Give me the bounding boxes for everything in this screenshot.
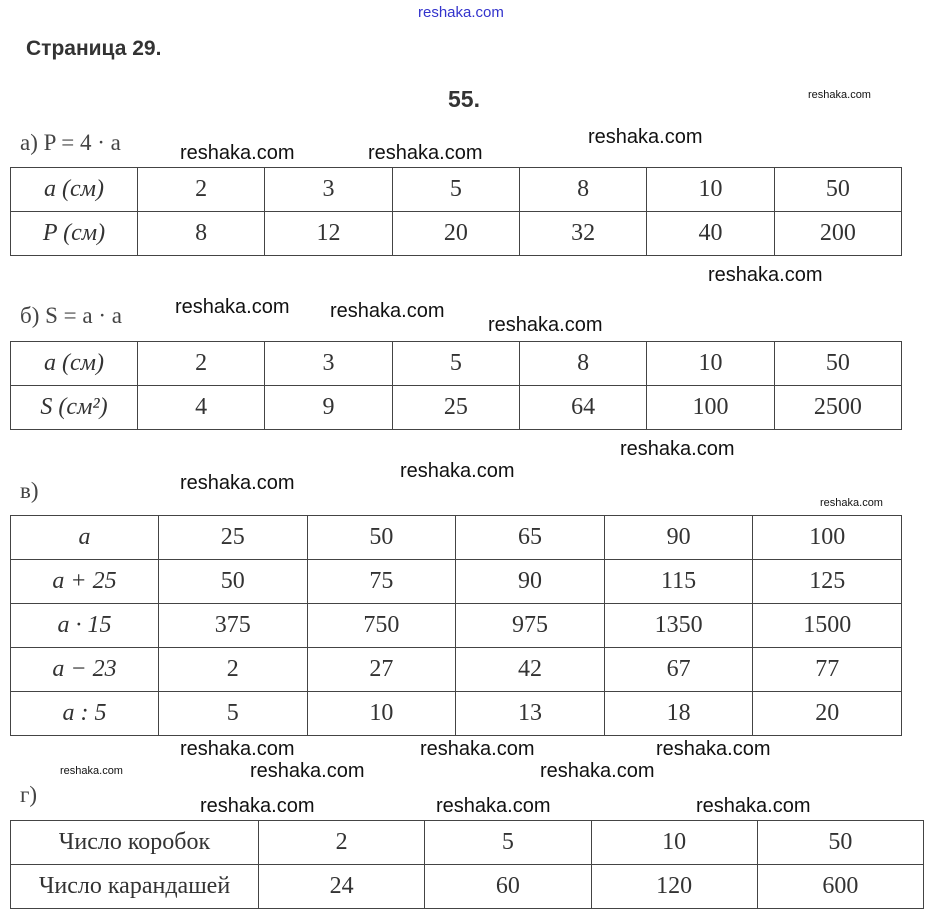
watermark: reshaka.com — [808, 89, 871, 101]
part-d-label: г) — [20, 782, 38, 807]
row-header-cell: a — [11, 516, 159, 560]
table-cell: 200 — [774, 212, 901, 256]
table-cell: 25 — [392, 386, 519, 430]
watermark: reshaka.com — [180, 472, 295, 494]
table-row — [11, 386, 902, 430]
watermark: reshaka.com — [820, 497, 883, 509]
table-cell: 64 — [519, 386, 646, 430]
table-cell: 32 — [519, 212, 646, 256]
table-cell: 10 — [591, 821, 757, 865]
table-cell: 2 — [138, 168, 265, 212]
watermark: reshaka.com — [400, 460, 515, 482]
watermark: reshaka.com — [330, 300, 445, 322]
table-row — [11, 604, 902, 648]
table-cell: 100 — [753, 516, 902, 560]
watermark: reshaka.com — [588, 126, 703, 148]
table-cell: 90 — [456, 560, 605, 604]
part-b-label: б) S = a · a — [20, 303, 122, 328]
watermark: reshaka.com — [175, 296, 290, 318]
watermark: reshaka.com — [708, 264, 823, 286]
table-cell: 27 — [307, 648, 456, 692]
watermark: reshaka.com — [250, 760, 365, 782]
table-cell: 750 — [307, 604, 456, 648]
table-b — [10, 341, 902, 430]
row-header-cell: a (см) — [11, 168, 138, 212]
row-header-cell: Число коробок — [11, 821, 259, 865]
table-row — [11, 212, 902, 256]
row-header-cell: a · 15 — [11, 604, 159, 648]
table-cell: 2500 — [774, 386, 901, 430]
watermark: reshaka.com — [436, 795, 551, 817]
table-row — [11, 516, 902, 560]
watermark: reshaka.com — [180, 738, 295, 760]
table-cell: 8 — [519, 168, 646, 212]
table-cell: 5 — [159, 692, 308, 736]
table-cell: 4 — [138, 386, 265, 430]
table-cell: 12 — [265, 212, 392, 256]
table-cell: 18 — [604, 692, 753, 736]
table-cell: 375 — [159, 604, 308, 648]
table-row — [11, 168, 902, 212]
table-cell: 5 — [392, 342, 519, 386]
watermark: reshaka.com — [200, 795, 315, 817]
table-cell: 10 — [307, 692, 456, 736]
table-cell: 115 — [604, 560, 753, 604]
table-cell: 3 — [265, 342, 392, 386]
site-link[interactable]: reshaka.com — [418, 4, 504, 21]
table-row — [11, 560, 902, 604]
watermark: reshaka.com — [488, 314, 603, 336]
row-header-cell: a + 25 — [11, 560, 159, 604]
watermark: reshaka.com — [620, 438, 735, 460]
table-cell: 2 — [138, 342, 265, 386]
table-cell: 50 — [774, 168, 901, 212]
table-cell: 9 — [265, 386, 392, 430]
table-row — [11, 342, 902, 386]
table-cell: 120 — [591, 865, 757, 909]
part-a-label: а) P = 4 · a — [20, 130, 121, 155]
table-row — [11, 821, 924, 865]
table-cell: 50 — [159, 560, 308, 604]
table-cell: 600 — [757, 865, 923, 909]
table-cell: 75 — [307, 560, 456, 604]
table-cell: 2 — [159, 648, 308, 692]
watermark: reshaka.com — [656, 738, 771, 760]
table-cell: 25 — [159, 516, 308, 560]
table-cell: 125 — [753, 560, 902, 604]
row-header-cell: S (см²) — [11, 386, 138, 430]
table-cell: 10 — [647, 168, 774, 212]
watermark: reshaka.com — [540, 760, 655, 782]
table-cell: 60 — [425, 865, 591, 909]
row-header-cell: a (см) — [11, 342, 138, 386]
row-header-cell: P (см) — [11, 212, 138, 256]
table-cell: 42 — [456, 648, 605, 692]
table-cell: 24 — [259, 865, 425, 909]
table-cell: 20 — [753, 692, 902, 736]
row-header-cell: Число карандашей — [11, 865, 259, 909]
table-d — [10, 820, 924, 909]
watermark: reshaka.com — [60, 765, 123, 777]
table-cell: 1500 — [753, 604, 902, 648]
table-a — [10, 167, 902, 256]
table-cell: 3 — [265, 168, 392, 212]
table-row — [11, 865, 924, 909]
table-cell: 5 — [392, 168, 519, 212]
table-cell: 50 — [774, 342, 901, 386]
table-cell: 8 — [519, 342, 646, 386]
table-cell: 90 — [604, 516, 753, 560]
table-cell: 8 — [138, 212, 265, 256]
row-header-cell: a − 23 — [11, 648, 159, 692]
table-cell: 100 — [647, 386, 774, 430]
table-cell: 10 — [647, 342, 774, 386]
part-c-label: в) — [20, 478, 39, 503]
table-row — [11, 692, 902, 736]
watermark: reshaka.com — [696, 795, 811, 817]
table-cell: 50 — [307, 516, 456, 560]
watermark: reshaka.com — [180, 142, 295, 164]
table-cell: 975 — [456, 604, 605, 648]
table-c — [10, 515, 902, 736]
table-cell: 40 — [647, 212, 774, 256]
table-row — [11, 648, 902, 692]
table-cell: 77 — [753, 648, 902, 692]
table-cell: 2 — [259, 821, 425, 865]
watermark: reshaka.com — [420, 738, 535, 760]
table-cell: 13 — [456, 692, 605, 736]
table-cell: 65 — [456, 516, 605, 560]
row-header-cell: a : 5 — [11, 692, 159, 736]
page-title: Страница 29. — [26, 37, 162, 60]
table-cell: 20 — [392, 212, 519, 256]
exercise-number: 55. — [448, 86, 480, 112]
watermark: reshaka.com — [368, 142, 483, 164]
table-cell: 1350 — [604, 604, 753, 648]
table-cell: 50 — [757, 821, 923, 865]
table-cell: 67 — [604, 648, 753, 692]
table-cell: 5 — [425, 821, 591, 865]
